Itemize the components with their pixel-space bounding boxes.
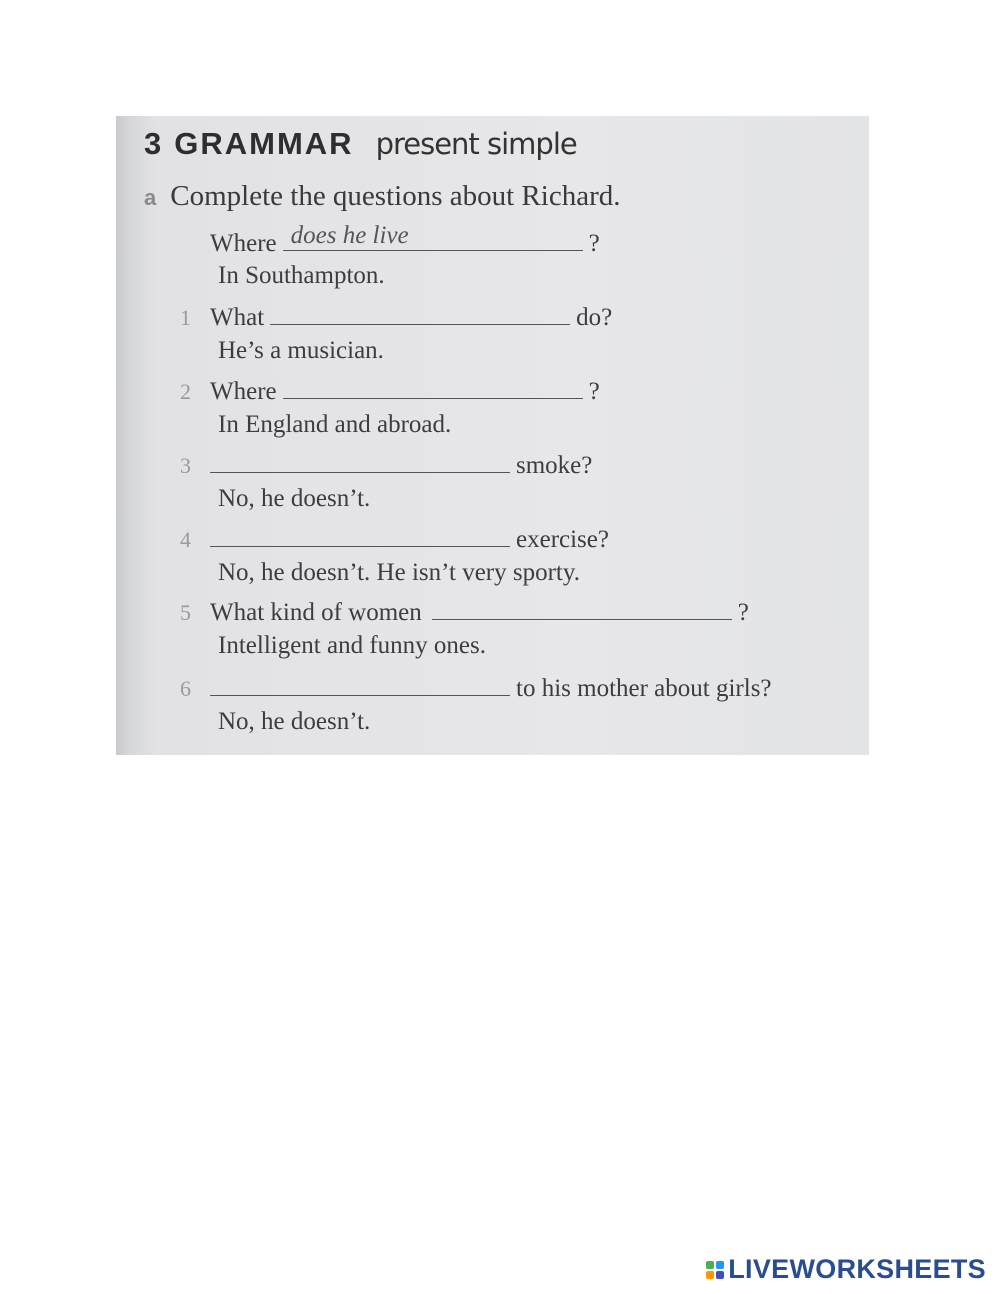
question-6 <box>180 673 772 703</box>
logo-blocks-icon <box>706 1261 724 1279</box>
response-5: Intelligent and funny ones. <box>218 632 486 659</box>
question-number: 4 <box>180 527 191 552</box>
question-5 <box>180 597 749 627</box>
question-prefix: What <box>210 304 265 331</box>
question-3 <box>180 450 592 480</box>
question-number: 3 <box>180 453 191 478</box>
question-suffix: ? <box>588 378 600 405</box>
answer-blank-3[interactable] <box>210 450 510 473</box>
brand-name: LIVEWORKSHEETS <box>728 1254 986 1284</box>
response-2: In England and abroad. <box>218 411 452 438</box>
question-number: 6 <box>180 676 191 701</box>
response-3: No, he doesn’t. <box>218 485 371 512</box>
question-4 <box>180 524 609 554</box>
response-4: No, he doesn’t. He isn’t very sporty. <box>218 559 580 586</box>
answer-blank[interactable] <box>283 222 583 251</box>
question-suffix: smoke? <box>516 452 593 479</box>
question-1 <box>180 302 612 332</box>
answer-blank-6[interactable] <box>210 673 510 696</box>
part-letter: a <box>144 185 157 210</box>
question-number: 1 <box>180 305 191 330</box>
answer-blank-4[interactable] <box>210 524 510 547</box>
question-prefix: Where <box>210 378 277 405</box>
question-prefix: What kind of women <box>210 599 422 626</box>
response-1: He’s a musician. <box>218 337 384 364</box>
instruction-line <box>144 180 620 213</box>
question-2 <box>180 376 600 406</box>
response-6: No, he doesn’t. <box>218 708 371 735</box>
question-number: 5 <box>180 600 191 625</box>
question-suffix: ? <box>737 599 749 626</box>
liveworksheets-logo <box>706 1254 986 1285</box>
question-suffix: exercise? <box>516 526 609 553</box>
question-prefix: Where <box>210 230 277 257</box>
answer-blank-5[interactable] <box>432 597 732 620</box>
answer-blank-1[interactable] <box>270 302 570 325</box>
instruction-text: Complete the questions about Richard. <box>170 180 621 212</box>
logo-block <box>706 1271 714 1279</box>
exercise-title: GRAMMAR <box>174 126 354 161</box>
exercise-subtitle: present simple <box>375 127 577 161</box>
question-suffix: ? <box>588 230 600 257</box>
logo-block <box>716 1271 724 1279</box>
response-example: In Southampton. <box>218 262 385 289</box>
question-suffix: to his mother about girls? <box>516 675 772 702</box>
exercise-heading <box>144 126 577 162</box>
worksheet-photo <box>116 116 869 755</box>
logo-block <box>716 1261 724 1269</box>
question-example <box>180 222 600 258</box>
answer-blank-2[interactable] <box>283 376 583 399</box>
logo-block <box>706 1261 714 1269</box>
example-answer: does he live <box>290 222 409 249</box>
question-number: 2 <box>180 379 191 404</box>
exercise-number: 3 <box>144 126 163 161</box>
question-suffix: do? <box>576 304 613 331</box>
